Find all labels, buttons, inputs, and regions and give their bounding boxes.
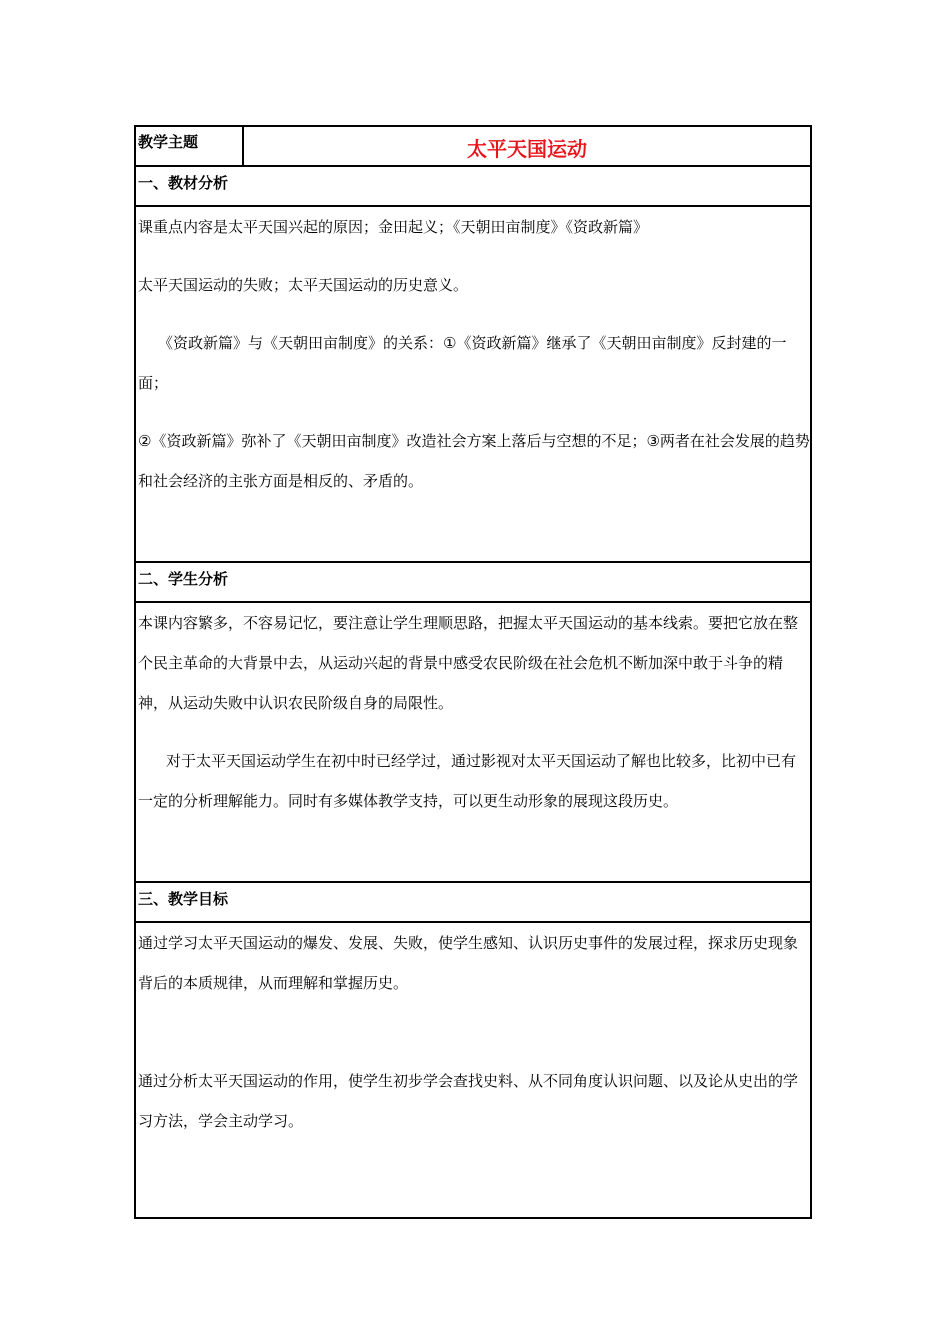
section-content-teaching-goals bbox=[136, 923, 810, 1217]
section-content-student-analysis bbox=[136, 603, 810, 883]
paragraph: 本课内容繁多，不容易记忆，要注意让学生理顺思路，把握太平天国运动的基本线索。要把它放在整个民主革命的大背景中去，从运动兴起的背景中感受农民阶级在社会危机不断加深中敢于斗争的精神，从运动失败中认识农民阶级自身的局限性。 bbox=[138, 614, 799, 712]
section-heading-student-analysis: 二、学生分析 bbox=[136, 563, 810, 603]
paragraph: 对于太平天国运动学生在初中时已经学过，通过影视对太平天国运动了解也比较多，比初中已有一定的分析理解能力。同时有多媒体教学支持，可以更生动形象的展现这段历史。 bbox=[138, 752, 797, 810]
page-title: 太平天国运动 bbox=[467, 137, 587, 161]
paragraph: 太平天国运动的失败；太平天国运动的历史意义。 bbox=[138, 276, 469, 294]
paragraph: 课重点内容是太平天国兴起的原因；金田起义；《天朝田亩制度》《资政新篇》 bbox=[138, 218, 649, 236]
paragraph: 通过学习太平天国运动的爆发、发展、失败，使学生感知、认识历史事件的发展过程，探求历史现象背后的本质规律，从而理解和掌握历史。 bbox=[138, 934, 799, 992]
section-content-textbook-analysis bbox=[136, 207, 810, 563]
section-heading-teaching-goals: 三、教学目标 bbox=[136, 883, 810, 923]
topic-label: 教学主题 bbox=[136, 127, 244, 165]
title-row bbox=[136, 127, 810, 167]
lesson-plan-table bbox=[134, 125, 812, 1219]
section-heading-textbook-analysis: 一、教材分析 bbox=[136, 167, 810, 207]
paragraph: 《资政新篇》与《天朝田亩制度》的关系：①《资政新篇》继承了《天朝田亩制度》反封建的一面； bbox=[138, 334, 787, 392]
paragraph: 通过分析太平天国运动的作用，使学生初步学会查找史料、从不同角度认识问题、以及论从史出的学习方法，学会主动学习。 bbox=[138, 1072, 799, 1130]
paragraph: ②《资政新篇》弥补了《天朝田亩制度》改造社会方案上落后与空想的不足；③两者在社会发展的趋势和社会经济的主张方面是相反的、矛盾的。 bbox=[138, 432, 810, 490]
